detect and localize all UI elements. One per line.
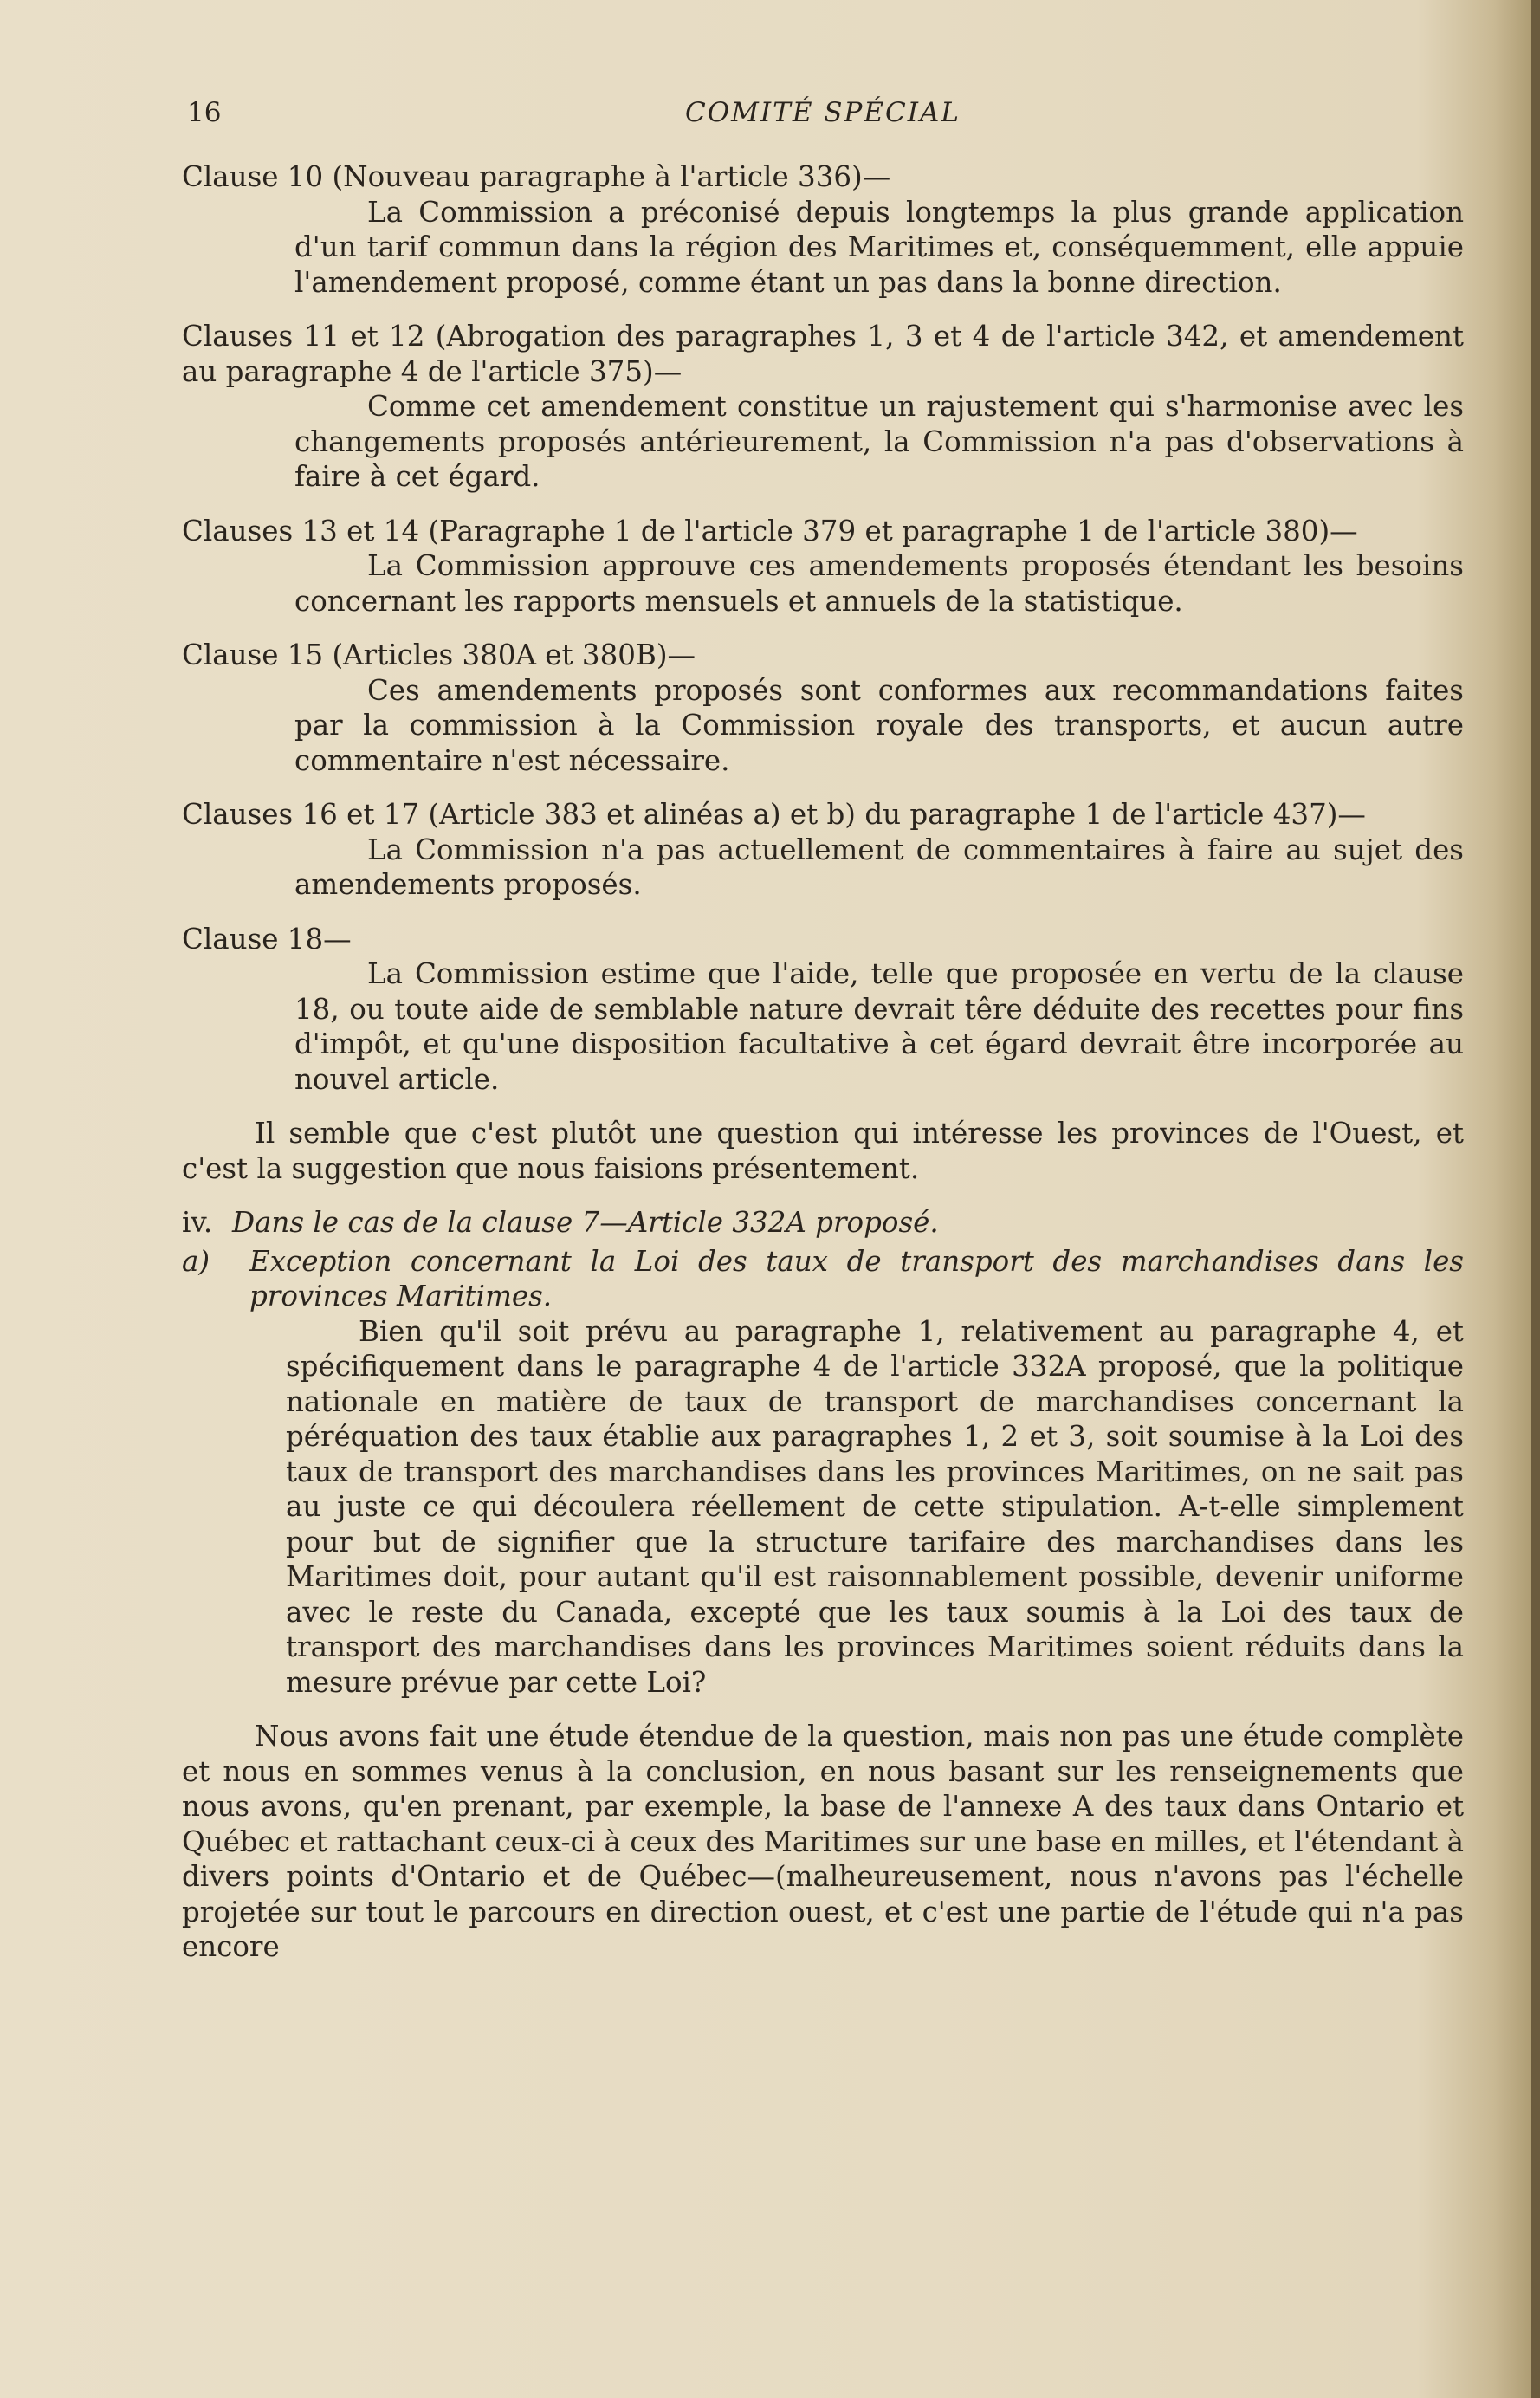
clause-body: La Commission a préconisé depuis longtemps la plus grande application d'un tarif commun dans la région des Maritimes et, conséquemment, elle appuie l'amendement proposé, comme étant un pas dans la bonne direction.	[294, 195, 1464, 299]
clause-heading: Clauses 16 et 17 (Article 383 et alinéas a) et b) du paragraphe 1 de l'article 437)—	[182, 798, 1366, 831]
clause-18	[182, 922, 1464, 1098]
clause-heading: Clause 10 (Nouveau paragraphe à l'article 336)—	[182, 160, 891, 193]
item-a-title	[182, 1244, 1464, 1314]
clause-15	[182, 638, 1464, 778]
clause-heading: Clause 15 (Articles 380A et 380B)—	[182, 638, 696, 671]
clause-body: La Commission estime que l'aide, telle que proposée en vertu de la clause 18, ou toute aide de semblable nature devrait têre déduite des recettes pour fins d'impôt, et qu'une disposition facultative à cet égard devrait être incorporée au nouvel article.	[294, 957, 1464, 1096]
clause-16-17	[182, 797, 1464, 903]
running-title: COMITÉ SPÉCIAL	[685, 97, 961, 128]
clause-body: La Commission approuve ces amendements proposés étendant les besoins concernant les rapports mensuels et annuels de la statistique.	[294, 549, 1464, 618]
page-edge	[1531, 0, 1540, 2398]
clause-heading: Clauses 11 et 12 (Abrogation des paragraphes 1, 3 et 4 de l'article 342, et amendement au paragraphe 4 de l'article 375)—	[182, 320, 1464, 388]
item-iv	[182, 1205, 1464, 1241]
clause-heading: Clauses 13 et 14 (Paragraphe 1 de l'article 379 et paragraphe 1 de l'article 380)—	[182, 514, 1358, 548]
page-header	[182, 95, 1464, 140]
paragraph-final: Nous avons fait une étude étendue de la question, mais non pas une étude complète et nous en sommes venus à la conclusion, en nous basant sur les renseignements que nous avons, qu'en prenant, par exemple, la base de l'annexe A des taux dans Ontario et Québec et rattachant ceux-ci à ceux des Maritimes sur une base en milles, et l'étendant à divers points d'Ontario et de Québec—(malheureusement, nous n'avons pas l'échelle projetée sur tout le parcours en direction ouest, et c'est une partie de l'étude qui n'a pas encore	[182, 1720, 1464, 1963]
clause-10	[182, 159, 1464, 300]
clause-body: Comme cet amendement constitue un rajustement qui s'harmonise avec les changements proposés antérieurement, la Commission n'a pas d'observations à faire à cet égard.	[294, 390, 1464, 493]
item-a-body: Bien qu'il soit prévu au paragraphe 1, relativement au paragraphe 4, et spécifiquement dans le paragraphe 4 de l'article 332A proposé, que la politique nationale en matière de taux de transport de marchandises concernant la péréquation des taux établie aux paragraphes 1, 2 et 3, soit soumise à la Loi des taux de transport des marchandises dans les provinces Maritimes, on ne sait pas au juste ce qui découlera réellement de cette stipulation. A-t-elle simplement pour but de signifier que la structure tarifaire des marchandises dans les Maritimes doit, pour autant qu'il est raisonnablement possible, devenir uniforme avec le reste du Canada, excepté que les taux soumis à la Loi des taux de transport des marchandises dans les provinces Maritimes soient réduits dans la mesure prévue par cette Loi?	[286, 1314, 1464, 1699]
content	[182, 95, 1464, 1984]
clause-11-12	[182, 319, 1464, 495]
clause-body: Ces amendements proposés sont conformes aux recommandations faites par la commission à la Commission royale des transports, et aucun autre commentaire n'est nécessaire.	[294, 673, 1464, 777]
clause-body: La Commission n'a pas actuellement de commentaires à faire au sujet des amendements proposés.	[294, 833, 1464, 901]
paragraph-west: Il semble que c'est plutôt une question qui intéresse les provinces de l'Ouest, et c'est la suggestion que nous faisions présentement.	[182, 1117, 1464, 1185]
page-number: 16	[187, 97, 222, 128]
item-a-title-text: Exception concernant la Loi des taux de transport des marchandises dans les provinces Maritimes.	[249, 1244, 1464, 1312]
clause-13-14	[182, 514, 1464, 619]
item-iv-label: iv.	[182, 1206, 213, 1239]
item-a-label: a)	[182, 1244, 210, 1278]
item-iv-text: Dans le cas de la clause 7—Article 332A proposé.	[232, 1206, 939, 1239]
clause-heading: Clause 18—	[182, 922, 352, 956]
